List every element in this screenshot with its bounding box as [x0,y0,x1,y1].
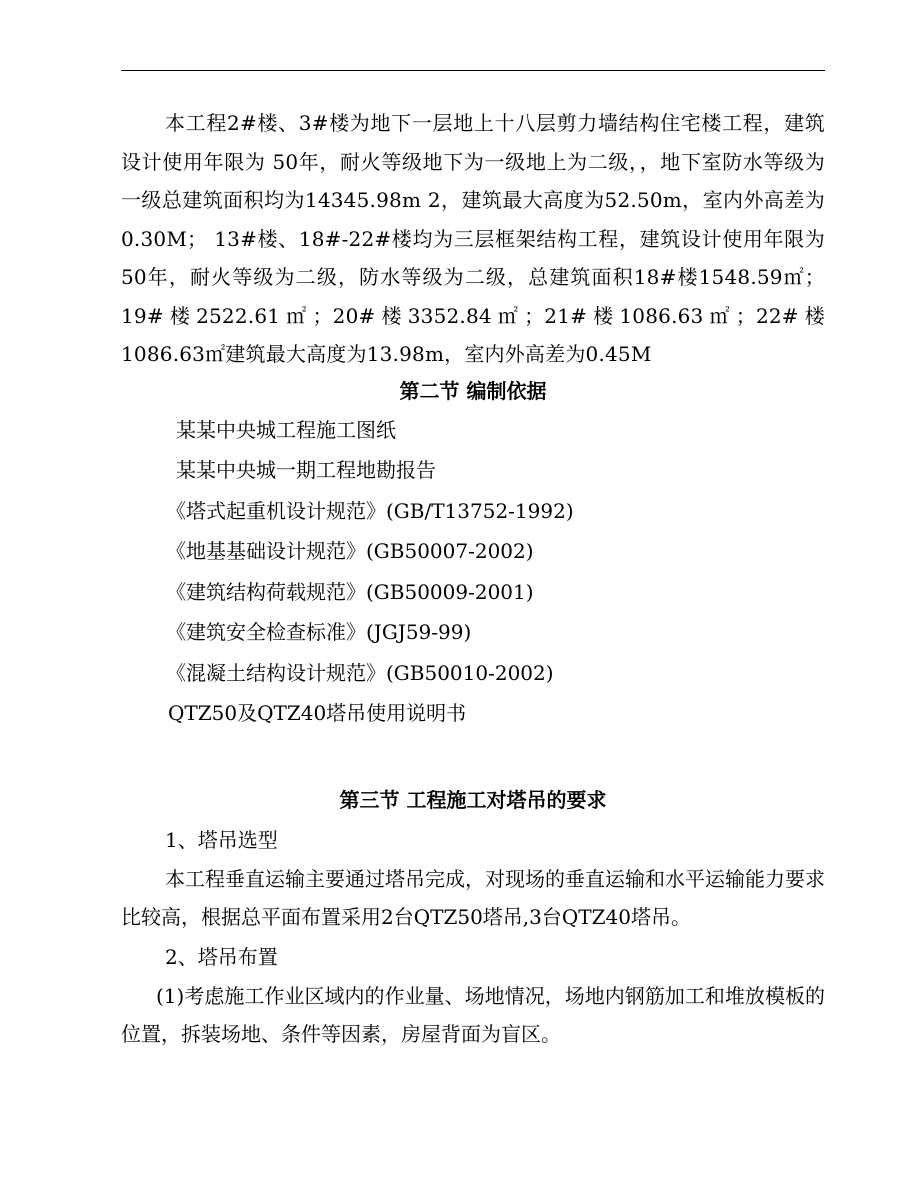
reference-item: QTZ50及QTZ40塔吊使用说明书 [168,701,467,725]
item-label-crane-selection: 1、塔吊选型 [165,827,278,852]
section-heading-requirements: 第三节 工程施工对塔吊的要求 [339,787,607,812]
item-label-crane-layout: 2、塔吊布置 [165,944,278,969]
section-heading-basis: 第二节 编制依据 [399,378,547,403]
project-overview-paragraph: 本工程2#楼、3#楼为地下一层地上十八层剪力墙结构住宅楼工程，建筑设计使用年限为 50年，耐火等级地下为一级地上为二级，，地下室防水等级为一级总建筑面积均为14345.98m 2，建筑最大高度为52.50m，室内外高差为0.30M； 13#楼、18#-22#楼均为三层框架结构工程，建筑设计使用年限为50年，耐火等级为二级，防水等级为二级，总建筑面积18#楼1548.59㎡；19#楼2522.61㎡；20#楼3352.84㎡；21#楼1086.63㎡；22#楼1086.63㎡建筑最大高度为13.98m，室内外高差为0.45M [121,111,825,366]
document-body [121,104,825,1054]
reference-item: 《地基基础设计规范》(GB50007-2002) [166,539,534,563]
crane-selection-paragraph: 本工程垂直运输主要通过塔吊完成，对现场的垂直运输和水平运输能力要求比较高，根据总平面布置采用2台QTZ50塔吊,3台QTZ40塔吊。 [121,866,825,929]
reference-item: 《建筑安全检查标准》(JGJ59-99) [166,620,472,644]
crane-layout-paragraph: (1)考虑施工作业区域内的作业量、场地情况，场地内钢筋加工和堆放模板的位置，拆装场地、条件等因素，房屋背面为盲区。 [121,983,825,1046]
reference-item: 《塔式起重机设计规范》(GB/T13752-1992) [166,498,574,523]
reference-item: 《建筑结构荷载规范》(GB50009-2001) [166,579,534,604]
reference-item: 《混凝土结构设计规范》(GB50010-2002) [166,660,554,685]
reference-list [121,410,825,734]
header-rule [121,70,825,71]
reference-item: 某某中央城一期工程地勘报告 [176,458,436,482]
reference-item: 某某中央城工程施工图纸 [176,417,396,442]
